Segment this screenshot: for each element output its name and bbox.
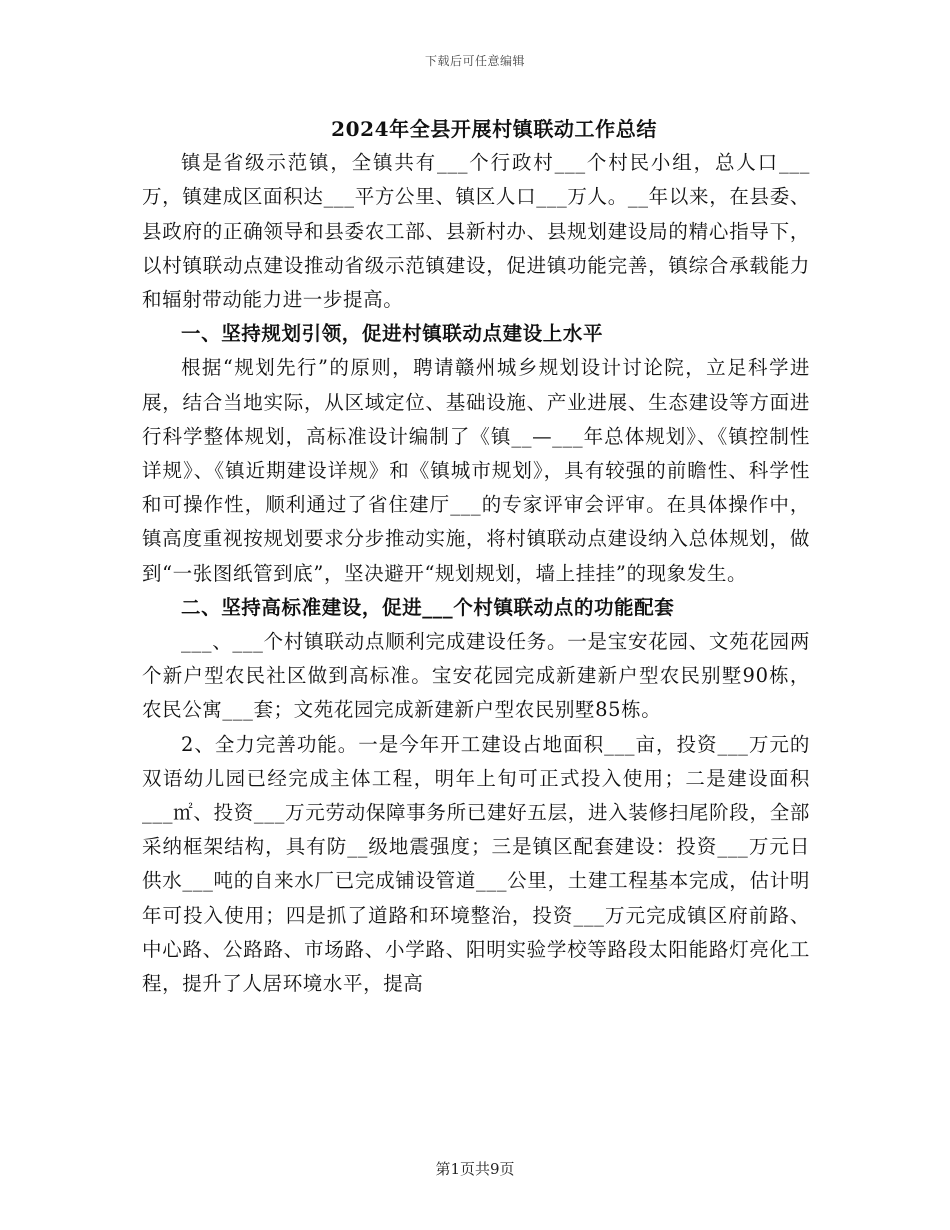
paragraph-intro: 镇是省级示范镇，全镇共有___个行政村___个村民小组，总人口___万，镇建成区面积达___平方公里、镇区人口___万人。__年以来，在县委、县政府的正确领导和县委农工部、县新村办、县规划建设局的精心指导下，以村镇联动点建设推动省级示范镇建设，促进镇功能完善，镇综合承载能力和辐射带动能力进一步提高。 (142, 151, 810, 312)
paragraph-construction: ___、___个村镇联动点顺利完成建设任务。一是宝安花园、文苑花园两个新户型农民社区做到高标准。宝安花园完成新建新户型农民别墅90栋，农民公寓___套；文苑花园完成新建新户型农民别墅85栋。 (142, 630, 810, 722)
section-heading-1: 一、坚持规划引领，促进村镇联动点建设上水平 (181, 322, 604, 346)
document-body (142, 112, 810, 1001)
header-note: 下载后可任意编辑 (424, 54, 525, 68)
paragraph-planning: 根据“规划先行”的原则，聘请赣州城乡规划设计讨论院，立足科学进展，结合当地实际，从区域定位、基础设施、产业进展、生态建设等方面进行科学整体规划，高标准设计编制了《镇__—___年总体规划》、《镇控制性详规》、《镇近期建设详规》和《镇城市规划》，具有较强的前瞻性、科学性和可操作性，顺利通过了省住建厅___的专家评审会评审。在具体操作中，镇高度重视按规划要求分步推动实施，将村镇联动点建设纳入总体规划，做到“一张图纸管到底”，坚决避开“规划规划，墙上挂挂”的现象发生。 (142, 356, 810, 585)
document-title: 2024年全县开展村镇联动工作总结 (331, 117, 657, 141)
page-number: 第1页共9页 (435, 1160, 515, 1178)
section-heading-2: 二、坚持高标准建设，促进___个村镇联动点的功能配套 (181, 595, 675, 619)
paragraph-functions: 2、全力完善功能。一是今年开工建设占地面积___亩，投资___万元的双语幼儿园已经完成主体工程，明年上旬可正式投入使用；二是建设面积___㎡、投资___万元劳动保障事务所已建好五层，进入装修扫尾阶段，全部采纳框架结构，具有防__级地震强度；三是镇区配套建设：投资___万元日供水___吨的自来水厂已完成铺设管道___公里，土建工程基本完成，估计明年可投入使用；四是抓了道路和环境整治，投资___万元完成镇区府前路、中心路、公路路、市场路、小学路、阳明实验学校等路段太阳能路灯亮化工程，提升了人居环境水平，提高 (142, 732, 810, 996)
